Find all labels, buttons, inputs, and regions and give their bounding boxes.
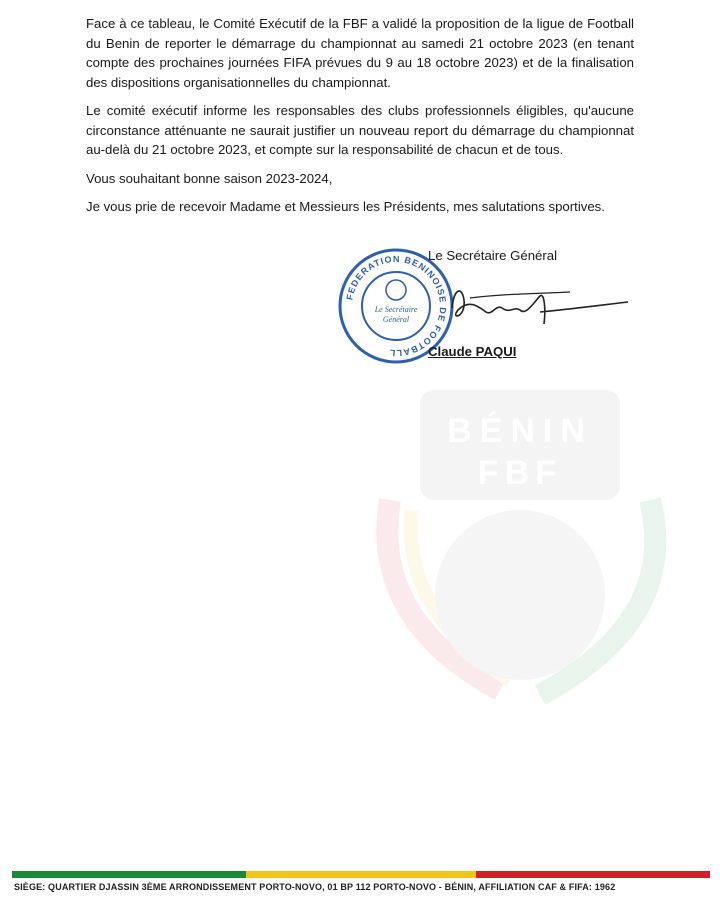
stamp-center-text-1: Le Secrétaire: [374, 305, 418, 314]
letter-body: [86, 14, 634, 226]
stamp-ball-icon: [386, 280, 406, 300]
watermark-ball-icon: [435, 510, 605, 680]
stripe-red: [476, 871, 710, 878]
paragraph-season-wish: Vous souhaitant bonne saison 2023-2024,: [86, 170, 333, 186]
signer-name: Claude PAQUI: [428, 344, 517, 359]
signature-block: [330, 240, 630, 370]
stripe-yellow: [246, 871, 476, 878]
watermark-text-fbf: FBF: [477, 454, 563, 492]
handwritten-signature: [440, 268, 630, 338]
stripe-green: [12, 871, 246, 878]
signer-title: Le Secrétaire Général: [428, 248, 558, 263]
paragraph-information: Le comité exécutif informe les responsables des clubs professionnels éligibles, qu'aucune circonstance atténuante ne saurait justifier un nouveau report du démarrage du championnat au-delà du 21 octobre 2023, et compte sur la responsabilité de chacun et de tous.: [86, 103, 634, 157]
paragraph-decision: Face à ce tableau, le Comité Exécutif de la FBF a validé la proposition de la ligue de Football du Benin de reporter le démarrage du championnat au samedi 21 octobre 2023 (en tenant compte des prochaines journées FIFA prévues du 9 au 18 octobre 2023) et de la finalisation des dispositions organisationnelles du championnat.: [86, 16, 634, 90]
fbf-watermark-logo: [350, 380, 690, 710]
footer-address: SIÈGE: QUARTIER DJASSIN 3ÈME ARRONDISSEMENT PORTO-NOVO, 01 BP 112 PORTO-NOVO - BÉNIN, AFFILIATION CAF & FIFA: 1962: [14, 882, 616, 892]
watermark-text-benin: BÉNIN: [447, 412, 593, 450]
footer-color-stripe: [12, 871, 710, 878]
stamp-center-text-2: Général: [382, 315, 410, 324]
stamp-ring-text: FEDERATION BENINOISE DE FOOTBALL: [344, 253, 449, 359]
paragraph-closing: Je vous prie de recevoir Madame et Messieurs les Présidents, mes salutations sportives.: [86, 199, 605, 214]
